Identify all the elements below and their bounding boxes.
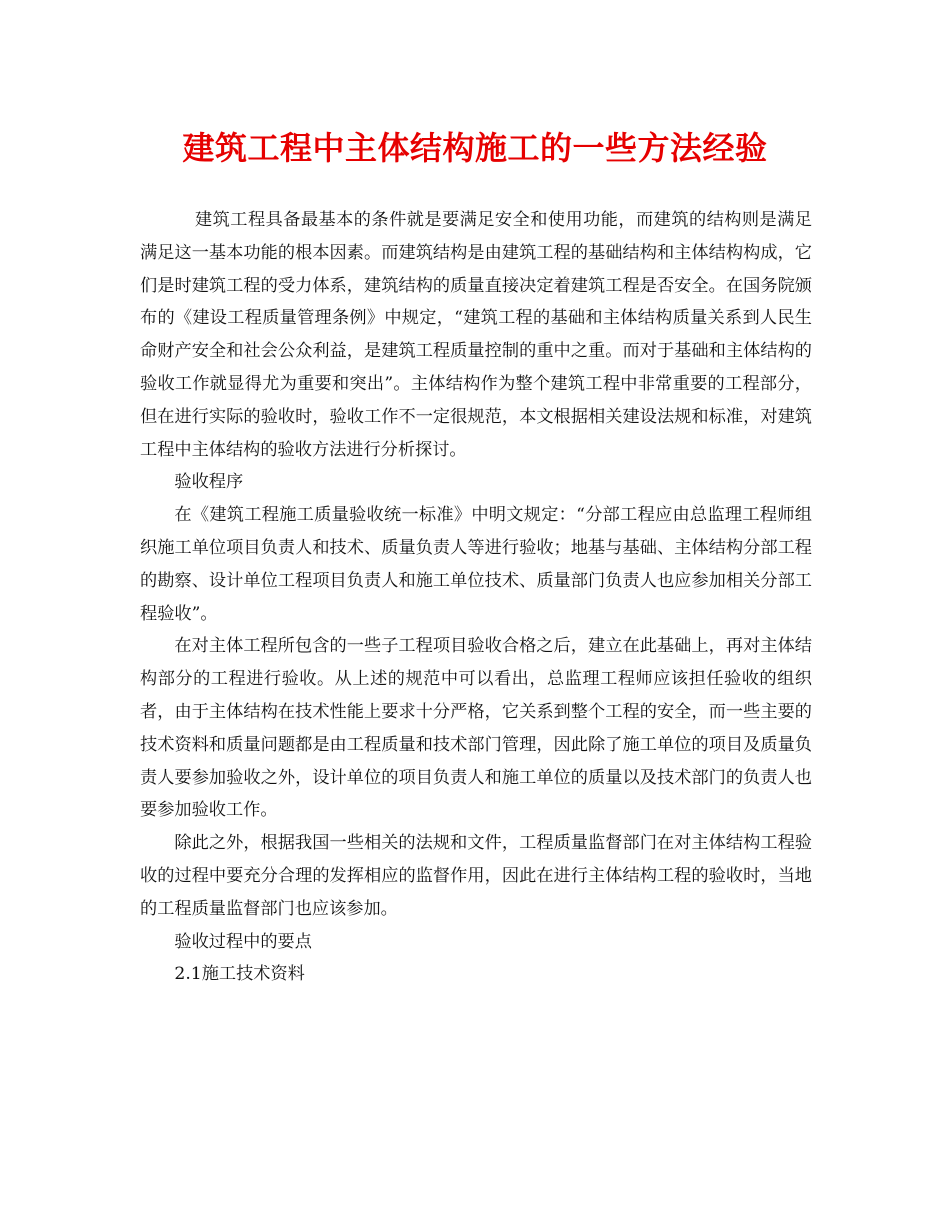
section-heading-key-points: 验收过程中的要点	[174, 931, 312, 952]
subsection-heading-technical-docs: 2.1施工技术资料	[174, 964, 305, 985]
document-body	[140, 204, 812, 991]
paragraph-standard-quote: 在《建筑工程施工质量验收统一标准》中明文规定：“分部工程应由总监理工程师组织施工单位项目负责人和技术、质量负责人等进行验收；地基与基础、主体结构分部工程的勘察、设计单位工程项目负责人和施工单位技术、质量部门负责人也应参加相关分部工程验收”。	[140, 505, 812, 624]
document-title: 建筑工程中主体结构施工的一些方法经验	[182, 129, 768, 167]
paragraph-supervision: 除此之外，根据我国一些相关的法规和文件，工程质量监督部门在对主体结构工程验收的过程中要充分合理的发挥相应的监督作用，因此在进行主体结构工程的验收时，当地的工程质量监督部门也应该参加。	[140, 833, 812, 919]
paragraph-intro: 建筑工程具备最基本的条件就是要满足安全和使用功能，而建筑的结构则是满足满足这一基本功能的根本因素。而建筑结构是由建筑工程的基础结构和主体结构构成，它们是时建筑工程的受力体系，建筑结构的质量直接决定着建筑工程是否安全。在国务院颁布的《建设工程质量管理条例》中规定，“建筑工程的基础和主体结构质量关系到人民生命财产安全和社会公众利益，是建筑工程质量控制的重中之重。而对于基础和主体结构的验收工作就显得尤为重要和突出”。主体结构作为整个建筑工程中非常重要的工程部分，但在进行实际的验收时，验收工作不一定很规范，本文根据相关建设法规和标准，对建筑工程中主体结构的验收方法进行分析探讨。	[140, 210, 812, 460]
section-heading-procedure: 验收程序	[174, 472, 244, 493]
paragraph-acceptance-organizer: 在对主体工程所包含的一些子工程项目验收合格之后，建立在此基础上，再对主体结构部分的工程进行验收。从上述的规范中可以看出，总监理工程师应该担任验收的组织者，由于主体结构在技术性能上要求十分严格，它关系到整个工程的安全，而一些主要的技术资料和质量问题都是由工程质量和技术部门管理，因此除了施工单位的项目及质量负责人要参加验收之外，设计单位的项目负责人和施工单位的质量以及技术部门的负责人也要参加验收工作。	[140, 636, 812, 821]
